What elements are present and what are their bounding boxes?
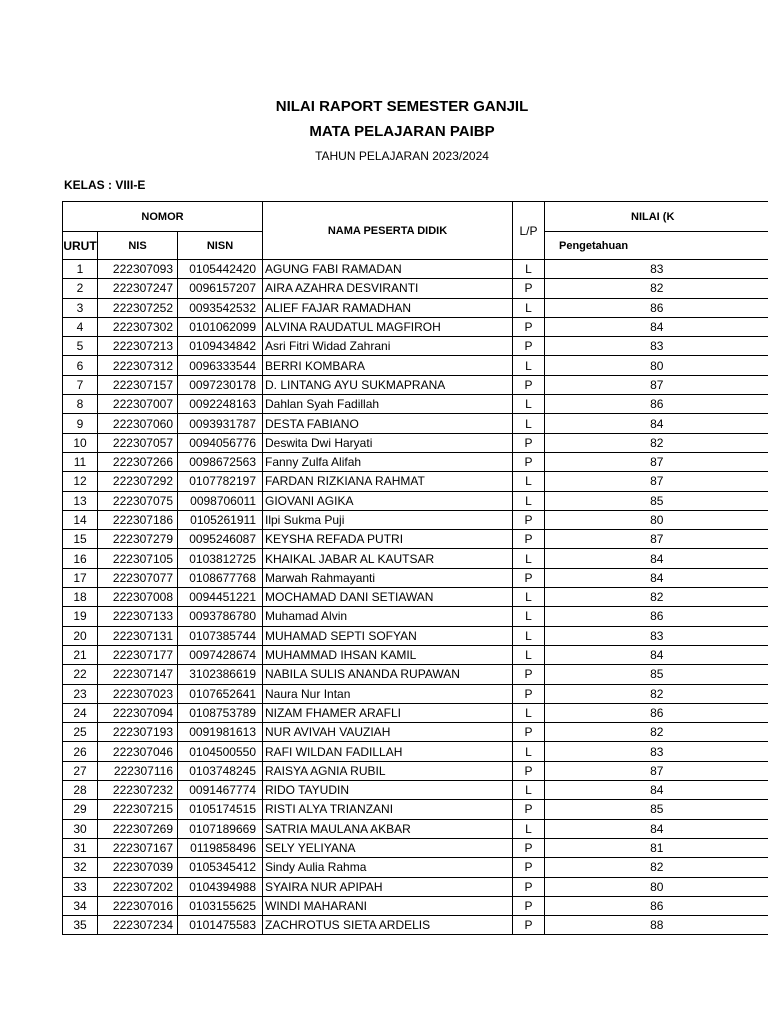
row-nis: 222307057 — [98, 433, 178, 452]
row-urut: 26 — [63, 742, 98, 761]
row-nisn: 0107189669 — [178, 819, 263, 838]
academic-year: TAHUN PELAJARAN 2023/2024 — [315, 149, 489, 163]
table-row — [63, 549, 768, 568]
row-urut: 9 — [63, 414, 98, 433]
row-nisn: 0104500550 — [178, 742, 263, 761]
row-nama: D. LINTANG AYU SUKMAPRANA — [263, 375, 513, 394]
row-nama: RAISYA AGNIA RUBIL — [263, 761, 513, 780]
row-nama: RIDO TAYUDIN — [263, 781, 513, 800]
table-row — [63, 510, 768, 529]
row-nis: 222307215 — [98, 800, 178, 819]
row-lp: P — [513, 916, 545, 935]
table-row — [63, 356, 768, 375]
row-lp: P — [513, 723, 545, 742]
header-nomor: NOMOR — [63, 202, 263, 232]
row-nilai: 80 — [545, 510, 768, 529]
row-nilai: 82 — [545, 433, 768, 452]
row-nisn: 0105442420 — [178, 260, 263, 279]
row-nis: 222307202 — [98, 877, 178, 896]
row-nis: 222307077 — [98, 568, 178, 587]
row-nama: Deswita Dwi Haryati — [263, 433, 513, 452]
row-nis: 222307312 — [98, 356, 178, 375]
row-lp: L — [513, 607, 545, 626]
row-nis: 222307075 — [98, 491, 178, 510]
row-lp: L — [513, 819, 545, 838]
row-urut: 20 — [63, 626, 98, 645]
row-urut: 2 — [63, 279, 98, 298]
table-row — [63, 491, 768, 510]
row-nilai: 85 — [545, 665, 768, 684]
row-nis: 222307131 — [98, 626, 178, 645]
table-row — [63, 626, 768, 645]
row-nis: 222307008 — [98, 588, 178, 607]
row-nama: Dahlan Syah Fadillah — [263, 395, 513, 414]
row-lp: P — [513, 684, 545, 703]
row-lp: P — [513, 510, 545, 529]
row-nilai: 87 — [545, 530, 768, 549]
row-nama: BERRI KOMBARA — [263, 356, 513, 375]
row-nisn: 0098672563 — [178, 452, 263, 471]
row-nisn: 0097428674 — [178, 645, 263, 664]
row-lp: P — [513, 317, 545, 336]
row-urut: 22 — [63, 665, 98, 684]
table-row — [63, 588, 768, 607]
row-nisn: 0093931787 — [178, 414, 263, 433]
row-nis: 222307060 — [98, 414, 178, 433]
row-nama: RAFI WILDAN FADILLAH — [263, 742, 513, 761]
row-urut: 19 — [63, 607, 98, 626]
row-nama: SYAIRA NUR APIPAH — [263, 877, 513, 896]
header-nama: NAMA PESERTA DIDIK — [263, 202, 513, 260]
row-lp: P — [513, 858, 545, 877]
row-urut: 34 — [63, 896, 98, 915]
row-lp: P — [513, 838, 545, 857]
row-nama: Fanny Zulfa Alifah — [263, 452, 513, 471]
row-nisn: 0101475583 — [178, 916, 263, 935]
table-row — [63, 800, 768, 819]
row-nilai: 84 — [545, 781, 768, 800]
subject-title: MATA PELAJARAN PAIBP — [309, 123, 495, 140]
row-nama: Sindy Aulia Rahma — [263, 858, 513, 877]
row-nilai: 80 — [545, 356, 768, 375]
table-row — [63, 781, 768, 800]
row-nilai: 87 — [545, 761, 768, 780]
row-urut: 16 — [63, 549, 98, 568]
header-lp: L/P — [513, 202, 545, 260]
row-nis: 222307094 — [98, 703, 178, 722]
row-nilai: 80 — [545, 877, 768, 896]
row-lp: L — [513, 356, 545, 375]
row-nisn: 0119858496 — [178, 838, 263, 857]
row-nilai: 83 — [545, 260, 768, 279]
row-nis: 222307266 — [98, 452, 178, 471]
row-nisn: 0103155625 — [178, 896, 263, 915]
row-urut: 30 — [63, 819, 98, 838]
row-nisn: 0107782197 — [178, 472, 263, 491]
row-nama: SELY YELIYANA — [263, 838, 513, 857]
row-nisn: 0095246087 — [178, 530, 263, 549]
grades-table-body — [63, 260, 768, 935]
row-nis: 222307252 — [98, 298, 178, 317]
row-nama: WINDI MAHARANI — [263, 896, 513, 915]
row-nis: 222307232 — [98, 781, 178, 800]
row-urut: 7 — [63, 375, 98, 394]
row-urut: 8 — [63, 395, 98, 414]
row-urut: 23 — [63, 684, 98, 703]
row-urut: 11 — [63, 452, 98, 471]
row-nisn: 0108753789 — [178, 703, 263, 722]
row-nilai: 82 — [545, 723, 768, 742]
table-row — [63, 530, 768, 549]
table-row — [63, 761, 768, 780]
row-nama: KEYSHA REFADA PUTRI — [263, 530, 513, 549]
row-nis: 222307023 — [98, 684, 178, 703]
row-nilai: 87 — [545, 452, 768, 471]
table-row — [63, 723, 768, 742]
table-row — [63, 703, 768, 722]
row-urut: 25 — [63, 723, 98, 742]
row-nilai: 83 — [545, 742, 768, 761]
row-urut: 24 — [63, 703, 98, 722]
row-nisn: 0105345412 — [178, 858, 263, 877]
row-nama: Marwah Rahmayanti — [263, 568, 513, 587]
row-lp: P — [513, 877, 545, 896]
row-nilai: 87 — [545, 472, 768, 491]
row-lp: P — [513, 433, 545, 452]
row-nis: 222307157 — [98, 375, 178, 394]
header-urut: URUT — [63, 232, 98, 260]
row-lp: P — [513, 800, 545, 819]
row-lp: L — [513, 645, 545, 664]
table-row — [63, 433, 768, 452]
row-lp: P — [513, 337, 545, 356]
row-nisn: 0096157207 — [178, 279, 263, 298]
row-nis: 222307046 — [98, 742, 178, 761]
row-lp: L — [513, 472, 545, 491]
row-lp: L — [513, 260, 545, 279]
row-nilai: 87 — [545, 375, 768, 394]
table-row — [63, 279, 768, 298]
row-nis: 222307269 — [98, 819, 178, 838]
row-nilai: 83 — [545, 337, 768, 356]
row-nama: AIRA AZAHRA DESVIRANTI — [263, 279, 513, 298]
row-lp: L — [513, 491, 545, 510]
row-nama: Naura Nur Intan — [263, 684, 513, 703]
row-nisn: 0109434842 — [178, 337, 263, 356]
row-nilai: 82 — [545, 858, 768, 877]
row-nama: NUR AVIVAH VAUZIAH — [263, 723, 513, 742]
row-nis: 222307039 — [98, 858, 178, 877]
row-urut: 17 — [63, 568, 98, 587]
row-lp: L — [513, 588, 545, 607]
row-nis: 222307007 — [98, 395, 178, 414]
row-nis: 222307213 — [98, 337, 178, 356]
row-lp: L — [513, 703, 545, 722]
table-row — [63, 472, 768, 491]
row-nis: 222307116 — [98, 761, 178, 780]
row-urut: 29 — [63, 800, 98, 819]
row-nama: ALVINA RAUDATUL MAGFIROH — [263, 317, 513, 336]
row-nis: 222307292 — [98, 472, 178, 491]
row-urut: 13 — [63, 491, 98, 510]
row-nis: 222307016 — [98, 896, 178, 915]
row-lp: L — [513, 626, 545, 645]
row-nilai: 84 — [545, 819, 768, 838]
table-row — [63, 260, 768, 279]
table-row — [63, 819, 768, 838]
row-nama: MUHAMMAD IHSAN KAMIL — [263, 645, 513, 664]
row-nisn: 0092248163 — [178, 395, 263, 414]
row-nilai: 88 — [545, 916, 768, 935]
row-nama: MOCHAMAD DANI SETIAWAN — [263, 588, 513, 607]
row-nis: 222307186 — [98, 510, 178, 529]
row-urut: 35 — [63, 916, 98, 935]
row-nis: 222307234 — [98, 916, 178, 935]
row-nis: 222307193 — [98, 723, 178, 742]
row-urut: 5 — [63, 337, 98, 356]
row-nilai: 86 — [545, 703, 768, 722]
row-nama: NABILA SULIS ANANDA RUPAWAN — [263, 665, 513, 684]
table-row — [63, 298, 768, 317]
row-nis: 222307247 — [98, 279, 178, 298]
row-nisn: 0093786780 — [178, 607, 263, 626]
table-row — [63, 395, 768, 414]
row-nilai: 86 — [545, 298, 768, 317]
row-nisn: 0091467774 — [178, 781, 263, 800]
row-nilai: 86 — [545, 607, 768, 626]
row-urut: 12 — [63, 472, 98, 491]
row-nilai: 86 — [545, 395, 768, 414]
row-nama: Asri Fitri Widad Zahrani — [263, 337, 513, 356]
row-nama: RISTI ALYA TRIANZANI — [263, 800, 513, 819]
row-urut: 28 — [63, 781, 98, 800]
row-nilai: 84 — [545, 549, 768, 568]
document-title: NILAI RAPORT SEMESTER GANJIL — [275, 98, 529, 115]
table-row — [63, 317, 768, 336]
row-urut: 10 — [63, 433, 98, 452]
row-nisn: 0094056776 — [178, 433, 263, 452]
grades-table — [62, 201, 768, 935]
row-lp: L — [513, 781, 545, 800]
row-urut: 21 — [63, 645, 98, 664]
row-nis: 222307147 — [98, 665, 178, 684]
row-nisn: 0108677768 — [178, 568, 263, 587]
row-lp: P — [513, 761, 545, 780]
row-nilai: 83 — [545, 626, 768, 645]
row-nilai: 84 — [545, 414, 768, 433]
row-lp: P — [513, 452, 545, 471]
row-nilai: 86 — [545, 896, 768, 915]
row-nilai: 82 — [545, 279, 768, 298]
row-urut: 33 — [63, 877, 98, 896]
row-nama: KHAIKAL JABAR AL KAUTSAR — [263, 549, 513, 568]
header-nis: NIS — [98, 232, 178, 260]
row-lp: L — [513, 395, 545, 414]
row-urut: 6 — [63, 356, 98, 375]
row-nisn: 0096333544 — [178, 356, 263, 375]
row-nama: DESTA FABIANO — [263, 414, 513, 433]
table-row — [63, 858, 768, 877]
row-nama: ZACHROTUS SIETA ARDELIS — [263, 916, 513, 935]
row-nama: AGUNG FABI RAMADAN — [263, 260, 513, 279]
row-urut: 14 — [63, 510, 98, 529]
row-urut: 1 — [63, 260, 98, 279]
row-nama: GIOVANI AGIKA — [263, 491, 513, 510]
table-row — [63, 337, 768, 356]
header-nisn: NISN — [178, 232, 263, 260]
row-lp: L — [513, 549, 545, 568]
table-row — [63, 916, 768, 935]
table-row — [63, 568, 768, 587]
row-nisn: 0107652641 — [178, 684, 263, 703]
row-nis: 222307093 — [98, 260, 178, 279]
row-nilai: 82 — [545, 588, 768, 607]
row-nisn: 0105261911 — [178, 510, 263, 529]
row-urut: 31 — [63, 838, 98, 857]
row-urut: 27 — [63, 761, 98, 780]
row-nilai: 84 — [545, 645, 768, 664]
table-row — [63, 414, 768, 433]
row-nama: FARDAN RIZKIANA RAHMAT — [263, 472, 513, 491]
row-nisn: 0104394988 — [178, 877, 263, 896]
table-row — [63, 452, 768, 471]
table-row — [63, 742, 768, 761]
table-row — [63, 896, 768, 915]
row-nisn: 0093542532 — [178, 298, 263, 317]
row-nisn: 0103812725 — [178, 549, 263, 568]
row-lp: P — [513, 896, 545, 915]
header-nilai: NILAI (K — [545, 202, 768, 232]
row-nilai: 84 — [545, 568, 768, 587]
row-nilai: 85 — [545, 491, 768, 510]
row-nama: MUHAMAD SEPTI SOFYAN — [263, 626, 513, 645]
row-lp: L — [513, 298, 545, 317]
table-row — [63, 838, 768, 857]
row-nisn: 0097230178 — [178, 375, 263, 394]
row-nilai: 85 — [545, 800, 768, 819]
table-row — [63, 665, 768, 684]
row-nis: 222307105 — [98, 549, 178, 568]
row-nis: 222307133 — [98, 607, 178, 626]
row-lp: L — [513, 414, 545, 433]
row-nisn: 0101062099 — [178, 317, 263, 336]
row-urut: 15 — [63, 530, 98, 549]
table-row — [63, 607, 768, 626]
row-lp: P — [513, 530, 545, 549]
row-nisn: 0091981613 — [178, 723, 263, 742]
row-lp: L — [513, 742, 545, 761]
row-nisn: 0105174515 — [178, 800, 263, 819]
row-nis: 222307167 — [98, 838, 178, 857]
row-urut: 18 — [63, 588, 98, 607]
row-nisn: 0103748245 — [178, 761, 263, 780]
row-lp: P — [513, 279, 545, 298]
row-urut: 4 — [63, 317, 98, 336]
table-row — [63, 877, 768, 896]
row-urut: 3 — [63, 298, 98, 317]
row-nisn: 0107385744 — [178, 626, 263, 645]
class-label: KELAS : VIII-E — [64, 178, 146, 192]
row-lp: P — [513, 568, 545, 587]
row-nama: Muhamad Alvin — [263, 607, 513, 626]
grades-table-container — [62, 201, 768, 941]
row-nilai: 81 — [545, 838, 768, 857]
header-pengetahuan: Pengetahuan — [545, 232, 768, 260]
table-row — [63, 375, 768, 394]
row-nisn: 0098706011 — [178, 491, 263, 510]
table-row — [63, 684, 768, 703]
row-lp: P — [513, 375, 545, 394]
row-nama: SATRIA MAULANA AKBAR — [263, 819, 513, 838]
row-nis: 222307177 — [98, 645, 178, 664]
table-row — [63, 645, 768, 664]
row-nilai: 82 — [545, 684, 768, 703]
row-nisn: 0094451221 — [178, 588, 263, 607]
row-lp: P — [513, 665, 545, 684]
row-urut: 32 — [63, 858, 98, 877]
row-nisn: 3102386619 — [178, 665, 263, 684]
row-nama: Ilpi Sukma Puji — [263, 510, 513, 529]
row-nama: NIZAM FHAMER ARAFLI — [263, 703, 513, 722]
row-nis: 222307302 — [98, 317, 178, 336]
row-nilai: 84 — [545, 317, 768, 336]
row-nis: 222307279 — [98, 530, 178, 549]
row-nama: ALIEF FAJAR RAMADHAN — [263, 298, 513, 317]
